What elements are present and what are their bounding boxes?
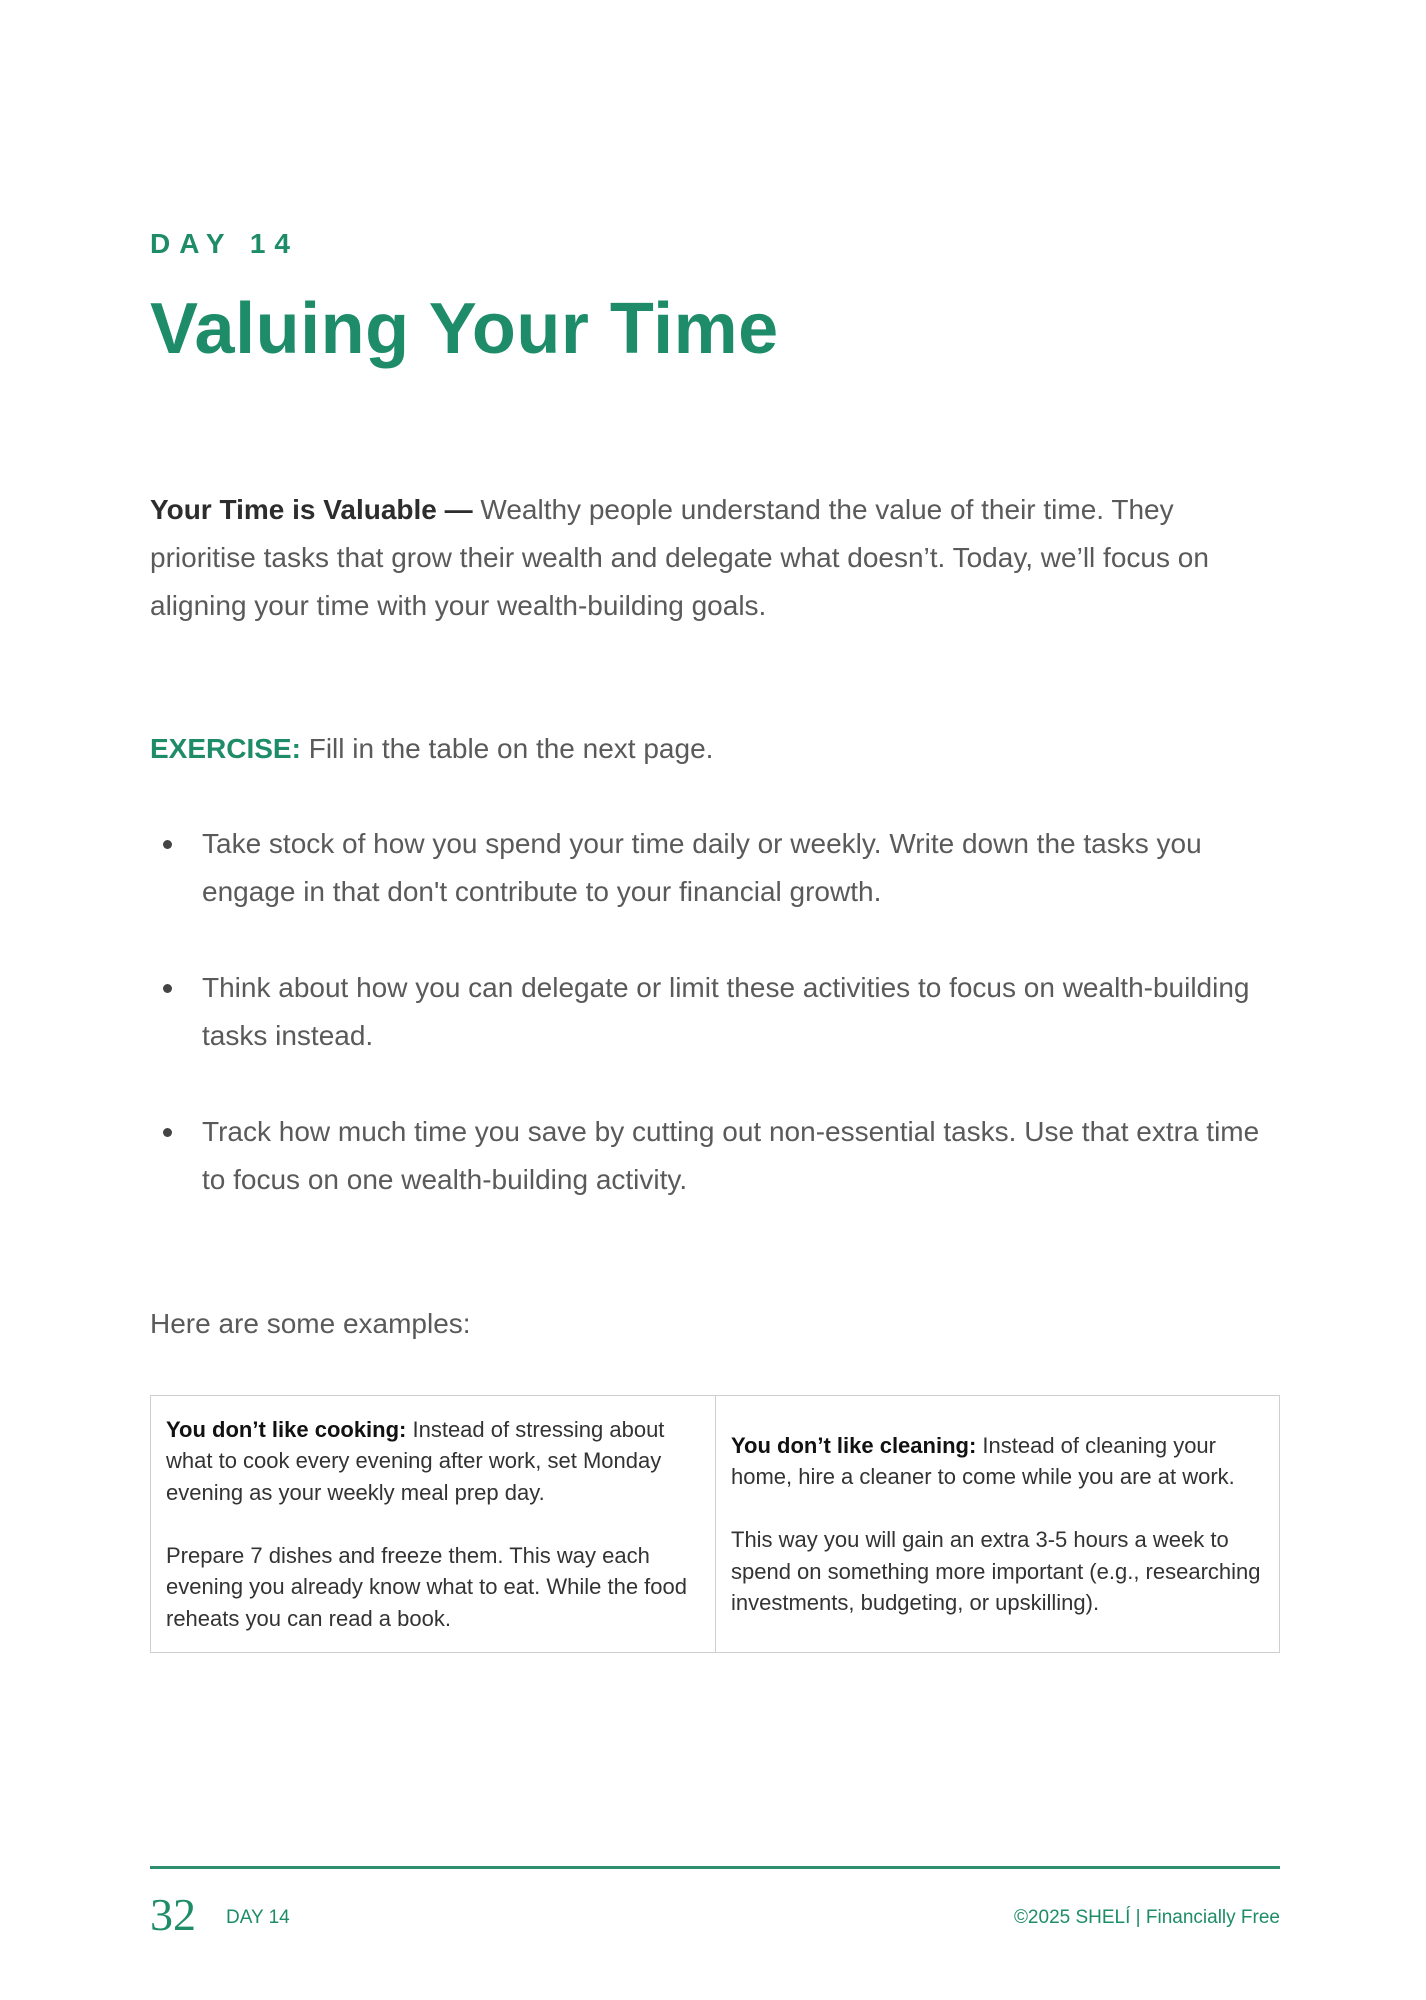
exercise-steps-list (150, 820, 1280, 1252)
day-label: DAY 14 (150, 228, 299, 259)
footer-copyright: ©2025 SHELÍ | Financially Free (1013, 1907, 1280, 1928)
example-cell-text: Instead of cleaning your home, hire a cleaner to come while you are at work. (731, 1432, 1235, 1489)
page-title: Valuing Your Time (150, 289, 779, 369)
intro-lead: Your Time is Valuable — (150, 494, 473, 525)
bullet-icon (163, 840, 172, 849)
example-cell-paragraph: Prepare 7 dishes and freeze them. This way each evening you already know what to eat. While the food reheats you can read a book. (166, 1542, 687, 1631)
list-item (150, 1108, 1280, 1204)
list-item-text: Take stock of how you spend your time daily or weekly. Write down the tasks you engage in that don't contribute to your financial growth. (202, 828, 1202, 907)
list-item-text: Track how much time you save by cutting out non-essential tasks. Use that extra time to focus on one wealth-building activity. (202, 1116, 1260, 1195)
exercise-paragraph (150, 725, 713, 773)
intro-paragraph (150, 486, 1280, 630)
example-cell-paragraph: This way you will gain an extra 3-5 hours a week to spend on something more important (e.g., researching investments, budgeting, or upskilling). (731, 1527, 1261, 1615)
example-cell-heading: You don’t like cleaning: (731, 1432, 977, 1458)
intro-text: Wealthy people understand the value of their time. They prioritise tasks that grow their wealth and delegate what doesn’t. Today, we’ll focus on aligning your time with your wealth-building goals. (150, 494, 1209, 621)
example-cell-cleaning (715, 1396, 1279, 1652)
example-cell-paragraph (731, 1430, 1264, 1493)
list-item (150, 820, 1280, 916)
example-cell-heading: You don’t like cooking: (166, 1416, 407, 1442)
footer-divider (150, 1866, 1280, 1869)
bullet-icon (163, 1128, 172, 1137)
exercise-text: Fill in the table on the next page. (300, 733, 714, 764)
examples-intro: Here are some examples: (150, 1308, 471, 1339)
example-cell-cooking (151, 1396, 715, 1652)
footer-day-label: DAY 14 (226, 1907, 290, 1928)
list-item (150, 964, 1280, 1060)
example-cell-text: Instead of stressing about what to cook every evening after work, set Monday evening as your weekly meal prep day. (166, 1416, 665, 1505)
example-cell-paragraph (166, 1414, 700, 1509)
page-number: 32 (150, 1889, 196, 1940)
examples-table (150, 1395, 1280, 1653)
bullet-icon (163, 984, 172, 993)
document-page (150, 0, 1280, 2000)
list-item-text: Think about how you can delegate or limit these activities to focus on wealth-building tasks instead. (202, 972, 1250, 1051)
exercise-label: EXERCISE: (150, 733, 301, 764)
